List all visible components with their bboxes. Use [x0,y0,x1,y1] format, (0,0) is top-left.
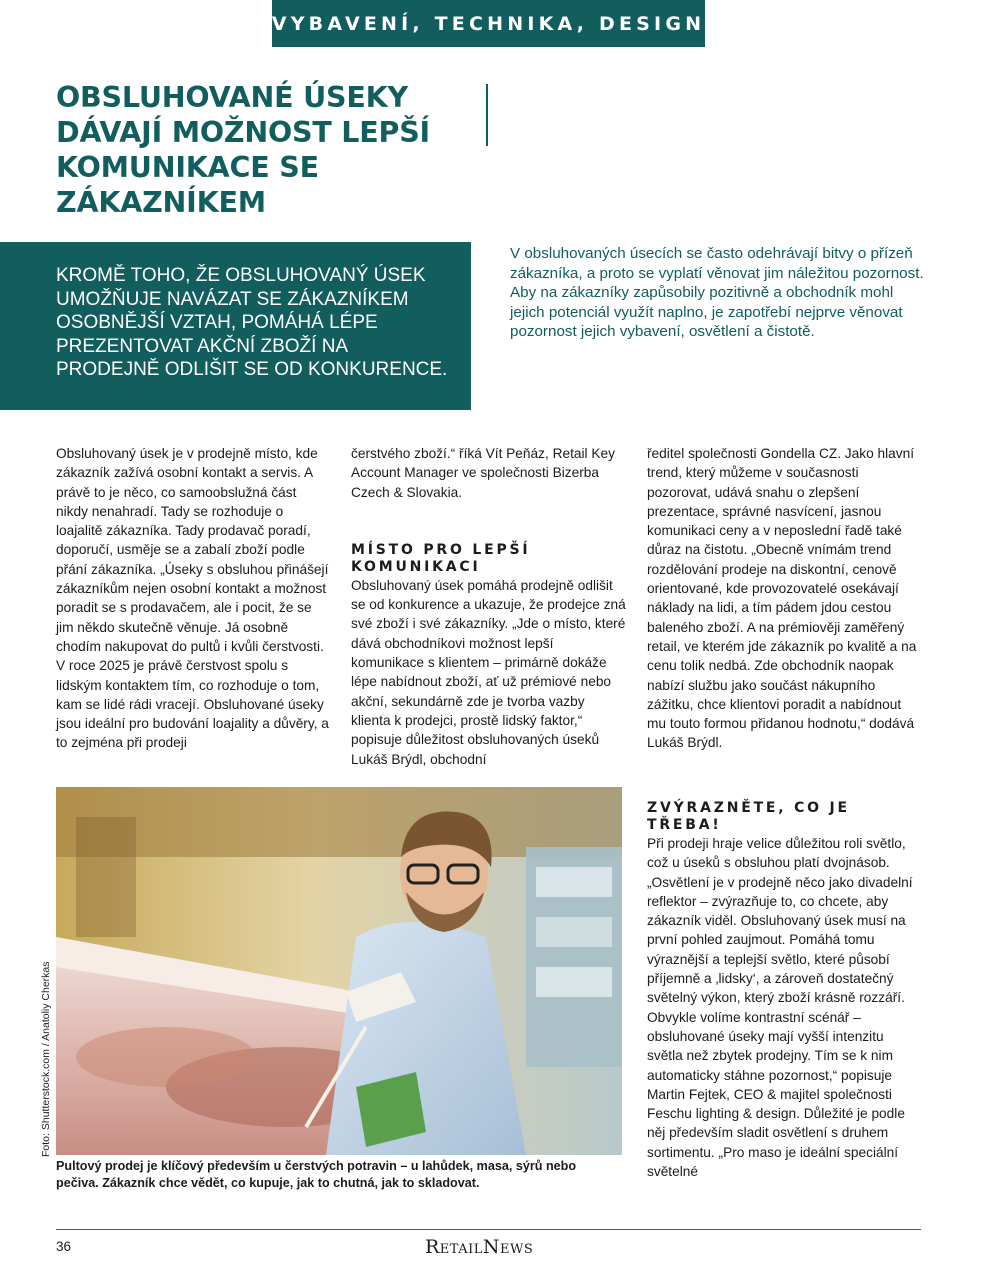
subheading-communication: MÍSTO PRO LEPŠÍ KOMUNIKACI [351,541,531,575]
body-column-1 [56,444,332,753]
body-column-3-lower [647,800,923,1181]
intro-paragraph: V obsluhovaných úsecích se často odehrávají bitvy o přízeň zákazníka, a proto se vyplatí věnovat jim náležitou pozornost. Aby na zákazníky zapůsobily pozitivně a obchodník mohl jejich potenciál využít naplno, je zapotřebí nejprve věnovat pozornost jejich vybavení, osvětlení a čistotě. [510,245,924,340]
body-column-3 [647,444,923,753]
photo-caption: Pultový prodej je klíčový především u čerstvých potravin – u lahůdek, masa, sýrů nebo pečiva. Zákazník chce vědět, co kupuje, jak to chutná, jak to skladovat. [56,1159,577,1190]
lead-box [0,242,471,410]
section-tag: VYBAVENÍ, TECHNIKA, DESIGN [272,0,705,47]
photo-credit: Foto: Shutterstock.com / Anatoliy Cherkas [40,961,52,1157]
page-number: 36 [56,1239,72,1254]
body-paragraph: ředitel společnosti Gondella CZ. Jako hlavní trend, který můžeme v současnosti pozorovat, udává snahu o zlepšení prezentace, správné nasvícení, jasnou komunikaci ceny a v neposlední řadě také důraz na čistotu. „Obecně vnímám trend rozdělování prodeje na diskontní, cenově orientované, kde provozovatelé osekávají náklady na lidi, a tím pádem jdou cestou baleného zboží. A na prémiověji zaměřený retail, ve kterém jde zákazník po kvalitě a na cenu tolik nedbá. Zde obchodník naopak nabízí službu jako součást nákupního zážitku, chce klientovi poradit a nabídnout mu touto formou přidanou hodnotu,“ dodává Lukáš Brýdl. [647,446,917,751]
body-column-2 [351,444,627,769]
body-paragraph: Obsluhovaný úsek pomáhá prodejně odlišit se od konkurence a ukazuje, že prodejce zná své zboží i své zákazníky. „Jde o místo, které dává obchodníkovi možnost lepší komunikace s klientem – primárně dokáže lépe nabídnout zboží, ať už prémiové nebo akční, sekundárně zde je tvorba vazby klienta k prodejci, prostě lidský faktor,“ popisuje důležitost obsluhovaných úseků Lukáš Brýdl, obchodní [351,577,626,767]
magazine-logo: RetailNews [425,1236,534,1258]
article-headline: OBSLUHOVANÉ ÚSEKY DÁVAJÍ MOŽNOST LEPŠÍ KOMUNIKACE SE ZÁKAZNÍKEM [56,81,430,219]
body-paragraph: Obsluhovaný úsek je v prodejně místo, kde zákazník zažívá osobní kontakt a servis. A právě to je něco, co samoobslužná část nikdy nenahradí. Tady se rozhoduje o loajalitě zákazníka. Tady prodavač poradí, doporučí, usměje se a zabalí zboží podle přání zákazníka. „Úseky s obsluhou přinášejí zákazníkům nejen osobní kontakt a možnost poradit se s prodavačem, ale i pocit, že se jim někdo skutečně věnuje. Já osobně chodím nakupovat do pultů i kvůli čerstvosti. V roce 2025 je právě čerstvost spolu s lidským kontaktem tím, co rozhoduje o tom, kam se lidé rádi vracejí. Obsluhované úseky jsou ideální pro budování loajality a důvěry, a to zejména při prodeji [56,446,329,751]
lead-text: KROMĚ TOHO, ŽE OBSLUHOVANÝ ÚSEK UMOŽŇUJE NAVÁZAT SE ZÁKAZNÍKEM OSOBNĚJŠÍ VZTAH, POMÁHÁ LÉPE PREZENTOVAT AKČNÍ ZBOŽÍ NA PRODEJNĚ ODLIŠIT SE OD KONKURENCE. [56,265,448,380]
subheading-highlight: ZVÝRAZNĚTE, CO JE TŘEBA! [647,800,850,833]
body-paragraph: Při prodeji hraje velice důležitou roli světlo, což u úseků s obsluhou platí dvojnásob. „Osvětlení je v prodejně něco jako divadelní reflektor – zvýrazňuje to, co chcete, aby zákazník viděl. Obsluhovaný úsek musí na první pohled zaujmout. Pomáhá tomu výraznější a teplejší světlo, které působí příjemně a ‚lidsky‘, a zároveň dostatečný světelný výkon, který zboží krásně rozzáří. Obvykle volíme kontrastní scénář – obsluhované úseky mají vyšší intenzitu světla než zbytek prodejny. Tím se k nim automaticky stáhne pozornost,“ popisuje Martin Fejtek, CEO & majitel společnosti Feschu lighting & design. Důležité je podle něj především sladit osvětlení s druhem sortimentu. „Pro maso je ideální speciální světelné [647,836,913,1180]
body-paragraph: čerstvého zboží.“ říká Vít Peňáz, Retail Key Account Manager ve společnosti Bizerba Czech & Slovakia. [351,446,615,500]
article-photo [56,787,622,1155]
headline-divider [486,84,488,146]
footer-divider [56,1229,921,1230]
